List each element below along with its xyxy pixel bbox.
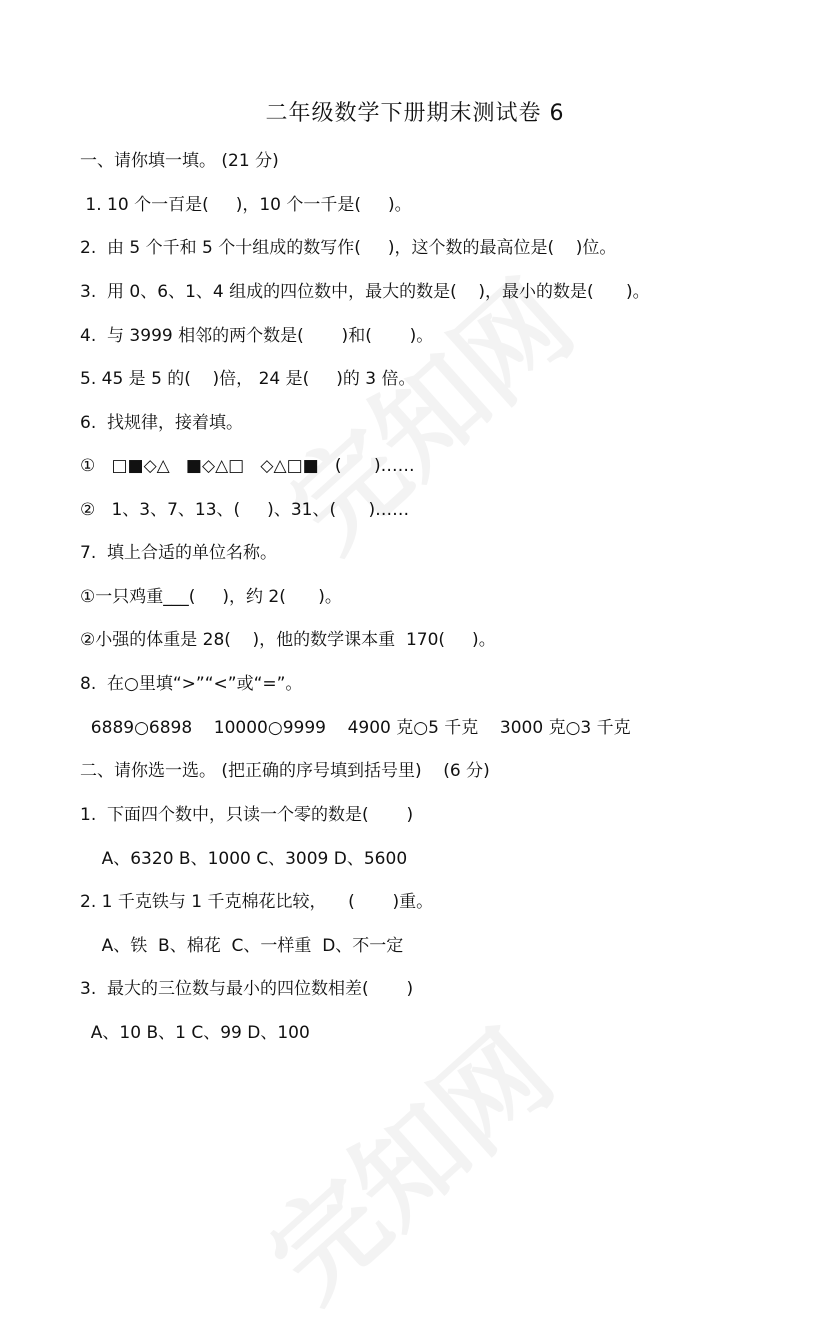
question-1-4: 4. 与 3999 相邻的两个数是( )和( )。 (80, 326, 434, 346)
section-2-heading: 二、请你选一选。 (把正确的序号填到括号里) (6 分) (80, 761, 490, 781)
page-title: 二年级数学下册期末测试卷 6 (265, 101, 565, 126)
question-1-8: 8. 在○里填“>”“<”或“=”。 (80, 674, 303, 694)
question-1-2: 2. 由 5 个千和 5 个十组成的数写作( )，这个数的最高位是( )位。 (80, 238, 617, 258)
question-1-6: 6. 找规律，接着填。 (80, 413, 244, 433)
section-1-heading: 一、请你填一填。 (21 分) (80, 151, 279, 171)
question-1-5: 5. 45 是 5 的( )倍， 24 是( )的 3 倍。 (80, 369, 416, 389)
question-2-2-options: A、铁 B、棉花 C、一样重 D、不一定 (80, 936, 404, 956)
question-2-3-options: A、10 B、1 C、99 D、100 (80, 1023, 310, 1043)
pattern-1: ① □■◇△ ■◇△□ ◇△□■ ( )…… (80, 456, 415, 476)
pattern-2: ② 1、3、7、13、( )、31、( )…… (80, 500, 410, 520)
compare-items: 6889○6898 10000○9999 4900 克○5 千克 3000 克○3 千克 (80, 718, 631, 738)
question-2-1: 1. 下面四个数中，只读一个零的数是( ) (80, 805, 414, 825)
question-1-3: 3. 用 0、6、1、4 组成的四位数中，最大的数是( )，最小的数是( )。 (80, 282, 650, 302)
unit-item-1: ①一只鸡重___( )，约 2( )。 (80, 587, 342, 607)
question-2-1-options: A、6320 B、1000 C、3009 D、5600 (80, 849, 408, 869)
question-1-1: 1. 10 个一百是( )，10 个一千是( )。 (80, 195, 412, 215)
question-2-2: 2. 1 千克铁与 1 千克棉花比较， ( )重。 (80, 892, 434, 912)
question-2-3: 3. 最大的三位数与最小的四位数相差( ) (80, 979, 414, 999)
question-1-7: 7. 填上合适的单位名称。 (80, 543, 278, 563)
unit-item-2: ②小强的体重是 28( )，他的数学课本重 170( )。 (80, 630, 496, 650)
